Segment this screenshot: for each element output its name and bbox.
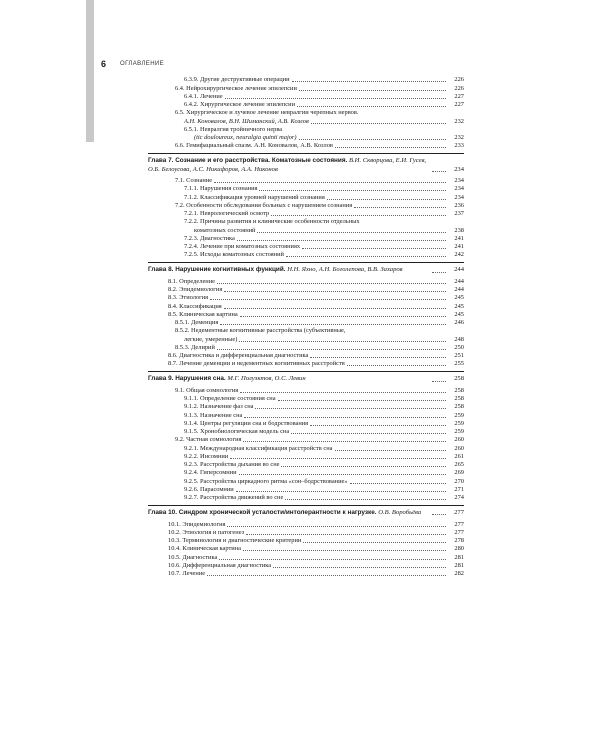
toc-page-number: 280 xyxy=(454,545,464,553)
toc-entry[interactable] xyxy=(148,570,464,578)
chapter-divider xyxy=(148,153,464,154)
toc-page-number: 261 xyxy=(454,452,464,460)
toc-page-number: 277 xyxy=(454,520,464,528)
toc-entry-title: 7.2.5. Исходы коматозных состояний xyxy=(184,251,284,259)
toc-entry-title: 6.3.9. Другие деструктивные операции xyxy=(184,76,290,84)
toc-entry-title: 8.7. Лечение деменции и недементных когнитивных расстройств xyxy=(168,360,345,368)
toc-entry[interactable] xyxy=(148,101,464,109)
toc-entry-title: 9.2. Частная сомнология xyxy=(175,436,242,444)
toc-entry[interactable] xyxy=(148,327,464,335)
toc-entry[interactable] xyxy=(148,142,464,150)
toc-entry[interactable] xyxy=(148,461,464,469)
toc-entry-title: 7.1.2. Классификация уровней нарушений сознания xyxy=(184,193,325,201)
chapter-authors: В.И. Скворцова, Е.И. Гусев, О.Б. Белоусова, А.С. Никифоров, А.А. Никонов xyxy=(148,157,427,173)
toc-entry[interactable] xyxy=(148,537,464,545)
dot-leader xyxy=(259,190,446,191)
toc-page-number: 250 xyxy=(454,343,464,351)
dot-leader xyxy=(210,299,446,300)
dot-leader xyxy=(220,324,446,325)
toc-chapter[interactable] xyxy=(148,509,464,517)
toc-entry-title: 10.7. Лечение xyxy=(168,570,206,578)
toc-page-number: 244 xyxy=(454,266,464,274)
toc-entry-title: 10.3. Терминология и диагностические критерии xyxy=(168,537,302,545)
toc-page-number: 277 xyxy=(454,528,464,536)
dot-leader xyxy=(224,308,446,309)
toc-entry-title: 9.2.6. Парасомнии xyxy=(184,485,234,493)
dot-leader xyxy=(219,559,446,560)
toc-entry-title: 9.2.5. Расстройства циркадного ритма «сон–бодрствование» xyxy=(184,477,348,485)
toc-entry[interactable] xyxy=(148,76,464,84)
dot-leader xyxy=(246,534,446,535)
dot-leader xyxy=(225,98,446,99)
toc-entry[interactable] xyxy=(148,278,464,286)
toc-entry[interactable] xyxy=(148,387,464,395)
toc-entry[interactable] xyxy=(148,210,464,218)
toc-page-number: 244 xyxy=(454,286,464,294)
dot-leader xyxy=(236,491,446,492)
dot-leader xyxy=(281,466,446,467)
toc-entry[interactable] xyxy=(148,420,464,428)
toc-entry-title: 9.2.1. Международная классификация расстройств сна xyxy=(184,444,333,452)
toc-entry[interactable] xyxy=(148,360,464,368)
chapter-authors: Н.Н. Яхно, А.Н. Боголепова, В.В. Захаров xyxy=(287,266,403,274)
dot-leader xyxy=(243,550,446,551)
dot-leader xyxy=(297,106,446,107)
chapter-title: Глава 10. Синдром хронической усталости/интолерантности к нагрузке. xyxy=(148,509,377,517)
toc-entry[interactable] xyxy=(148,109,464,117)
toc-entry[interactable] xyxy=(148,311,464,319)
toc-entry[interactable] xyxy=(148,243,464,251)
toc-page-number: 260 xyxy=(454,444,464,452)
dot-leader xyxy=(239,341,446,342)
dot-leader xyxy=(285,499,446,500)
toc-entry[interactable] xyxy=(148,294,464,302)
dot-leader xyxy=(310,357,446,358)
dot-leader xyxy=(432,171,446,172)
dot-leader xyxy=(350,483,446,484)
chapter-title: Глава 8. Нарушение когнитивных функций. xyxy=(148,266,286,274)
toc-entry-title: 6.5.1. Невралгия тройничного нерва xyxy=(184,125,283,133)
dot-leader xyxy=(230,458,446,459)
toc-entry-title: 9.1.1. Определение состояния сна xyxy=(184,395,276,403)
toc-page-number: 258 xyxy=(454,386,464,394)
toc-entry-title: 8.3. Этиология xyxy=(168,294,209,302)
toc-entry[interactable] xyxy=(148,344,464,352)
toc-page-number: 259 xyxy=(454,419,464,427)
toc-entry-title: 9.2.4. Гиперсомнии xyxy=(184,469,237,477)
toc-entry[interactable] xyxy=(148,193,464,201)
toc-entry-title: 9.1.3. Назначение сна xyxy=(184,411,243,419)
toc-entry-title: легкие, умеренные) xyxy=(184,335,238,343)
dot-leader xyxy=(354,207,446,208)
dot-leader xyxy=(244,417,446,418)
toc-page-number: 269 xyxy=(454,469,464,477)
dot-leader xyxy=(311,123,446,124)
dot-leader xyxy=(347,365,446,366)
toc-page-number: 270 xyxy=(454,477,464,485)
toc-chapter[interactable] xyxy=(148,375,464,383)
toc-entry[interactable] xyxy=(148,545,464,553)
toc-entry[interactable] xyxy=(148,84,464,92)
toc-entry-title: 8.5.3. Делирий xyxy=(175,343,215,351)
page-edge-bar xyxy=(86,0,94,142)
toc-page-number: 260 xyxy=(454,436,464,444)
toc-entry[interactable] xyxy=(148,226,464,234)
toc-entry-title: 8.6. Диагностика и дифференциальная диагностика xyxy=(168,352,309,360)
toc-entry-title: 7.2.1. Неврологический осмотр xyxy=(184,210,270,218)
toc-page-number: 277 xyxy=(454,509,464,517)
chapter-divider xyxy=(148,505,464,506)
toc-entry-title: 8.4. Классификация xyxy=(168,302,222,310)
toc-entry[interactable] xyxy=(148,411,464,419)
toc-entry-title: 10.4. Клиническая картина xyxy=(168,545,241,553)
toc-entry-title: 9.1.2. Назначение фаз сна xyxy=(184,403,254,411)
toc-entry[interactable] xyxy=(148,177,464,185)
toc-entry[interactable] xyxy=(148,403,464,411)
toc-page-number: 227 xyxy=(454,101,464,108)
dot-leader xyxy=(255,408,446,409)
toc-entry[interactable] xyxy=(148,251,464,259)
dot-leader xyxy=(432,514,446,515)
page-number: 6 xyxy=(101,59,107,69)
dot-leader xyxy=(217,349,446,350)
toc-entry[interactable] xyxy=(148,335,464,343)
toc-entry-title: коматозных состояний xyxy=(194,226,256,234)
dot-leader xyxy=(257,232,446,233)
dot-leader xyxy=(432,381,446,382)
chapter-authors: О.В. Воробьёва xyxy=(378,509,422,517)
toc-entry[interactable] xyxy=(148,202,464,210)
toc-entry[interactable] xyxy=(148,93,464,101)
toc-entry[interactable] xyxy=(148,453,464,461)
toc-page-number: 281 xyxy=(454,553,464,561)
toc-page-number: 236 xyxy=(454,201,464,209)
toc-page-number: 232 xyxy=(454,117,464,125)
toc-entry[interactable] xyxy=(148,319,464,327)
toc-entry[interactable] xyxy=(148,477,464,485)
toc-page-number: 251 xyxy=(454,352,464,360)
toc-entry[interactable] xyxy=(148,134,464,142)
toc-entry-title: 10.2. Этиология и патогенез xyxy=(168,528,245,536)
toc-page-number: 234 xyxy=(454,177,464,185)
toc-entry[interactable] xyxy=(148,126,464,134)
dot-leader xyxy=(273,567,446,568)
toc-entry[interactable] xyxy=(148,444,464,452)
dot-leader xyxy=(239,474,446,475)
toc-page-number: 234 xyxy=(454,185,464,193)
toc-entry[interactable] xyxy=(148,395,464,403)
toc-page-number: 259 xyxy=(454,411,464,419)
toc-page-number: 234 xyxy=(454,165,464,173)
toc-entry-title: 9.2.3. Расстройства дыхания во сне xyxy=(184,461,280,469)
toc-entry[interactable] xyxy=(148,117,464,125)
chapter-title: Глава 7. Сознание и его расстройства. Коматозные состояния. xyxy=(148,157,348,165)
toc-page-number: 281 xyxy=(454,561,464,569)
toc-entry-title: 6.4. Нейрохирургическое лечение эпилепсии xyxy=(175,84,297,92)
toc-entry-title: 8.2. Эпидемиология xyxy=(168,286,223,294)
toc-entry[interactable] xyxy=(148,218,464,226)
toc-page-number: 245 xyxy=(454,302,464,310)
toc-page-number: 241 xyxy=(454,234,464,242)
dot-leader xyxy=(303,542,446,543)
toc-entry-title: 9.1.4. Центры регуляции сна и бодрствования xyxy=(184,419,309,427)
dot-leader xyxy=(217,283,446,284)
chapter-divider xyxy=(148,262,464,263)
dot-leader xyxy=(224,291,446,292)
toc-page-number: 255 xyxy=(454,360,464,368)
toc-entry-title: 8.5.2. Недементные когнитивные расстройства (субъективные, xyxy=(175,327,346,335)
toc-page-number: 259 xyxy=(454,428,464,436)
toc-page-number: 258 xyxy=(454,403,464,411)
dot-leader xyxy=(271,215,446,216)
toc-page-number: 245 xyxy=(454,310,464,318)
dot-leader xyxy=(302,248,446,249)
dot-leader xyxy=(286,256,446,257)
toc-entry[interactable] xyxy=(148,436,464,444)
toc-entry-title: 9.1.5. Хронобиологическая модель сна xyxy=(184,428,290,436)
toc-page-number: 242 xyxy=(454,251,464,259)
chapter-title: Глава 9. Нарушения сна. xyxy=(148,375,226,383)
toc-chapter[interactable] xyxy=(148,266,464,274)
toc-entry-title: 9.2.2. Инсомнии xyxy=(184,452,229,460)
toc-entry-title: 7.2. Особенности обследования больных с нарушением сознания xyxy=(175,201,353,209)
toc-entry-title: 7.1.1. Нарушения сознания xyxy=(184,185,258,193)
toc-entry-title: 7.1. Сознание xyxy=(175,177,213,185)
toc-page-number: 233 xyxy=(454,142,464,150)
toc-entry[interactable] xyxy=(148,486,464,494)
dot-leader xyxy=(432,272,446,273)
toc-page-number: 234 xyxy=(454,193,464,201)
toc-entry[interactable] xyxy=(148,529,464,537)
toc-entry[interactable] xyxy=(148,494,464,502)
toc-entry-title: 9.1. Общая сомнология xyxy=(175,386,239,394)
toc-page-number: 227 xyxy=(454,92,464,100)
toc-entry-title: 6.5. Хирургическое и лучевое лечение невралгии черепных нервов. xyxy=(175,109,359,117)
dot-leader xyxy=(327,199,446,200)
dot-leader xyxy=(237,240,446,241)
dot-leader xyxy=(335,147,446,148)
chapter-authors: М.Г. Полуэктов, О.С. Левин xyxy=(227,375,306,383)
toc-entry-title: 6.6. Гемифациальный спазм. А.Н. Коновалов, А.В. Козлов xyxy=(175,142,333,150)
toc-entry-title: 6.4.2. Хирургическое лечение эпилепсии xyxy=(184,101,295,108)
toc-entry-title: 7.2.4. Лечение при коматозных состояниях xyxy=(184,243,301,251)
dot-leader xyxy=(207,575,446,576)
toc-entry[interactable] xyxy=(148,520,464,528)
toc-entry-title: 10.1. Эпидемиология xyxy=(168,520,226,528)
toc-page-number: 237 xyxy=(454,210,464,218)
toc-chapter[interactable] xyxy=(148,157,464,174)
toc-entry-title: 9.2.7. Расстройства движений во сне xyxy=(184,494,284,502)
toc-entry-title: 8.1. Определение xyxy=(168,277,215,285)
toc-entry[interactable] xyxy=(148,428,464,436)
dot-leader xyxy=(227,526,446,527)
toc-entry-title: (tic douloureux, neuralgia quinti major) xyxy=(194,134,297,141)
toc-page-number: 241 xyxy=(454,243,464,251)
dot-leader xyxy=(240,392,446,393)
toc-page-number: 278 xyxy=(454,537,464,545)
toc-page-number: 282 xyxy=(454,570,464,578)
toc-page-number: 238 xyxy=(454,226,464,234)
dot-leader xyxy=(278,400,446,401)
toc-entry[interactable] xyxy=(148,553,464,561)
toc-page-number: 246 xyxy=(454,319,464,327)
toc-entry[interactable] xyxy=(148,469,464,477)
section-title: ОГЛАВЛЕНИЕ xyxy=(120,61,165,67)
toc-entry-title: 7.2.3. Диагностика xyxy=(184,234,235,242)
toc-entry-title: А.Н. Коновалов, В.Н. Шиманский, А.В. Козлов xyxy=(184,117,309,125)
toc-entry[interactable] xyxy=(148,286,464,294)
toc-page-number: 258 xyxy=(454,395,464,403)
dot-leader xyxy=(299,139,446,140)
dot-leader xyxy=(243,441,446,442)
dot-leader xyxy=(291,433,446,434)
toc-entry-title: 8.5.1. Деменция xyxy=(175,319,219,327)
toc-page-number: 244 xyxy=(454,277,464,285)
chapter-divider xyxy=(148,371,464,372)
toc-entry[interactable] xyxy=(148,235,464,243)
table-of-contents xyxy=(148,76,464,578)
toc-entry[interactable] xyxy=(148,185,464,193)
dot-leader xyxy=(292,81,446,82)
toc-page-number: 232 xyxy=(454,134,464,141)
dot-leader xyxy=(214,182,446,183)
toc-entry[interactable] xyxy=(148,562,464,570)
toc-entry-title: 6.4.1. Лечение xyxy=(184,92,223,100)
toc-entry-title: 8.5. Клиническая картина xyxy=(168,310,238,318)
toc-entry[interactable] xyxy=(148,302,464,310)
toc-page-number: 265 xyxy=(454,461,464,469)
toc-page-number: 271 xyxy=(454,485,464,493)
dot-leader xyxy=(240,316,446,317)
toc-page-number: 226 xyxy=(454,84,464,92)
toc-page-number: 258 xyxy=(454,375,464,383)
toc-entry-title: 7.2.2. Причины развития и клинические особенности отдельных xyxy=(184,218,360,226)
toc-page-number: 226 xyxy=(454,76,464,84)
toc-page-number: 248 xyxy=(454,335,464,343)
dot-leader xyxy=(310,425,446,426)
dot-leader xyxy=(299,90,446,91)
toc-page-number: 274 xyxy=(454,494,464,502)
toc-entry[interactable] xyxy=(148,352,464,360)
dot-leader xyxy=(335,450,446,451)
toc-page-number: 245 xyxy=(454,294,464,302)
toc-entry-title: 10.5. Диагностика xyxy=(168,553,218,561)
toc-entry-title: 10.6. Дифференциальная диагностика xyxy=(168,561,272,569)
